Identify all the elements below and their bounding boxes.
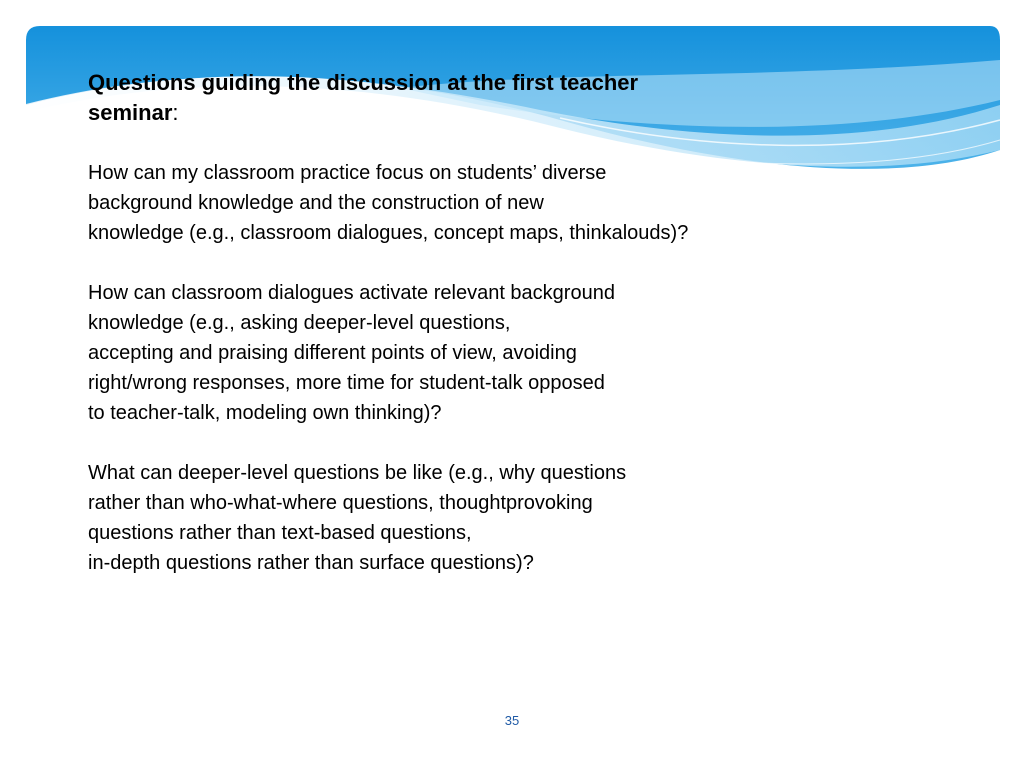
slide-content [88,68,948,578]
slide-title-text: Questions guiding the discussion at the first teacher seminar [88,70,639,125]
slide-title-colon: : [172,100,179,125]
question-paragraph-1: How can my classroom practice focus on students’ diverse background knowledge and the construction of new knowledge (e.g., classroom dialogues, concept maps, thinkalouds)? [88,162,689,244]
question-paragraph-2: How can classroom dialogues activate relevant background knowledge (e.g., asking deeper-level questions, accepting and praising different points of view, avoiding right/wrong responses, more time for student-talk opposed to teacher-talk, modeling own thinking)? [88,282,615,424]
slide-title [88,68,948,128]
page-number: 35 [504,713,520,728]
question-paragraph-3: What can deeper-level questions be like (e.g., why questions rather than who-what-where questions, thoughtprovoking questions rather than text-based questions, in-depth questions rather than surface questions)? [88,462,627,574]
